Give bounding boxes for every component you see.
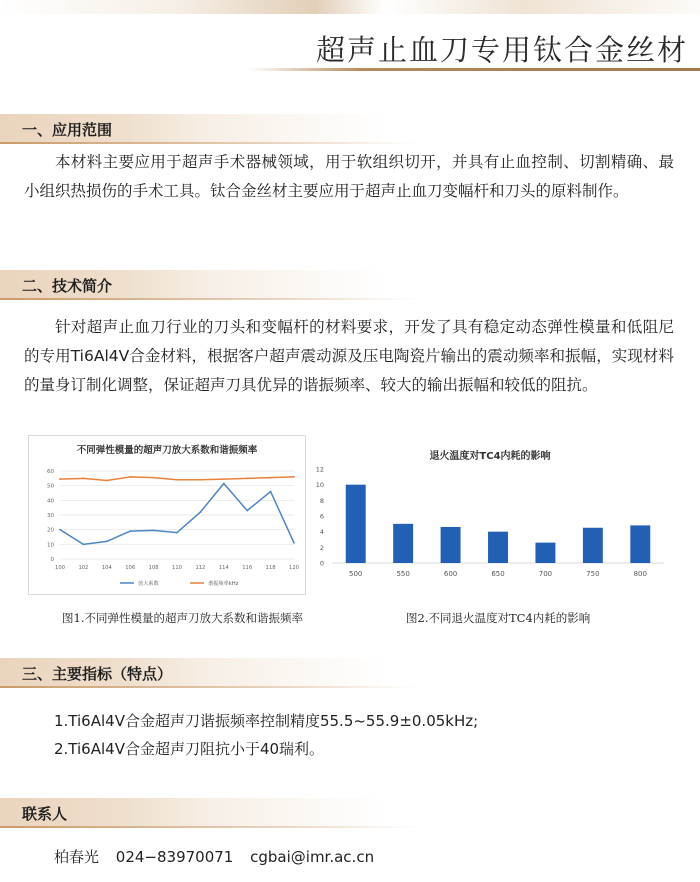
bar	[488, 532, 508, 563]
contact-phone: 024−83970071	[115, 848, 234, 866]
bar	[393, 524, 413, 563]
data-point	[129, 476, 131, 478]
data-point	[200, 511, 202, 513]
data-point	[59, 478, 61, 480]
top-decorative-band	[0, 0, 700, 14]
figure-1-caption: 图1.不同弹性模量的超声刀放大系数和谐振频率	[62, 611, 303, 625]
legend-label: 谐振频率kHz	[208, 581, 239, 587]
section-heading: 联系人	[22, 805, 68, 823]
section-header-rule	[0, 298, 700, 300]
data-point	[83, 477, 85, 479]
bar	[441, 527, 461, 563]
section-heading: 二、技术简介	[22, 277, 113, 295]
section-header-rule	[0, 826, 700, 828]
y-tick-label: 2	[319, 543, 324, 552]
y-tick-label: 30	[47, 513, 54, 519]
y-tick-label: 4	[319, 528, 324, 537]
data-point	[246, 477, 248, 479]
legend-label: 放大系数	[138, 581, 159, 587]
data-point	[270, 477, 272, 479]
y-tick-label: 0	[50, 557, 54, 563]
section-header-specs	[0, 658, 700, 688]
data-point	[176, 479, 178, 481]
data-point	[270, 491, 272, 493]
data-point	[223, 478, 225, 480]
data-point	[246, 510, 248, 512]
data-point	[106, 480, 108, 482]
contact-line	[54, 846, 386, 867]
x-tick-label: 120	[289, 565, 299, 571]
data-point	[293, 476, 295, 478]
y-tick-label: 20	[47, 527, 54, 534]
data-point	[83, 543, 85, 545]
line-chart-svg	[28, 435, 306, 595]
section-header-bar	[0, 798, 700, 828]
x-tick-label: 106	[125, 565, 136, 571]
x-tick-label: 116	[242, 565, 253, 571]
figure-1-line-chart	[28, 435, 306, 595]
data-point	[106, 541, 108, 543]
x-tick-label: 550	[396, 570, 410, 578]
data-point	[176, 532, 178, 534]
application-paragraph: 本材料主要应用于超声手术器械领域，用于软组织切开，并具有止血控制、切割精确、最小组织热损伤的手术工具。钛合金丝材主要应用于超声止血刀变幅杆和刀头的原料制作。	[24, 153, 674, 200]
x-tick-label: 112	[195, 565, 206, 571]
section-heading: 三、主要指标（特点）	[22, 665, 173, 683]
bar	[535, 543, 555, 563]
section-heading: 一、应用范围	[22, 121, 113, 139]
x-tick-label: 500	[349, 570, 363, 578]
bar	[583, 528, 603, 563]
x-tick-label: 800	[633, 570, 647, 578]
x-tick-label: 118	[265, 565, 276, 571]
title-underline	[248, 68, 700, 71]
y-tick-label: 50	[47, 483, 54, 490]
spec-item: 1.Ti6Al4V合金超声刀谐振频率控制精度55.5~55.9±0.05kHz;	[54, 712, 479, 730]
x-tick-label: 700	[538, 570, 553, 578]
page-title: 超声止血刀专用钛合金丝材	[315, 33, 688, 67]
data-point	[200, 479, 202, 481]
y-tick-label: 10	[315, 481, 324, 490]
data-point	[293, 542, 295, 544]
section-header-application	[0, 114, 700, 144]
y-tick-label: 6	[319, 512, 324, 521]
figure-2-bar-chart	[312, 435, 672, 595]
x-tick-label: 102	[78, 565, 89, 571]
bar	[630, 525, 650, 563]
data-point	[153, 530, 155, 532]
data-point	[59, 529, 61, 531]
figure-2-caption: 图2.不同退火温度对TC4内耗的影响	[406, 611, 591, 625]
x-tick-label: 114	[218, 565, 229, 571]
chart-title: 退火温度对TC4内耗的影响	[429, 451, 551, 462]
contact-email[interactable]: cgbai@imr.ac.cn	[250, 848, 375, 866]
chart-title: 不同弹性模量的超声刀放大系数和谐振频率	[76, 445, 258, 456]
x-tick-label: 650	[491, 570, 505, 578]
x-tick-label: 600	[443, 570, 458, 578]
bar	[346, 485, 366, 563]
y-tick-label: 60	[47, 469, 54, 475]
section-header-rule	[0, 142, 700, 144]
x-tick-label: 100	[55, 565, 65, 571]
x-tick-label: 104	[101, 565, 112, 571]
y-tick-label: 0	[319, 559, 324, 568]
contact-name: 柏春光	[54, 848, 100, 866]
x-tick-label: 110	[172, 565, 182, 571]
section-header-technology	[0, 270, 700, 300]
x-tick-label: 750	[586, 570, 600, 578]
data-point	[129, 530, 131, 532]
section-header-contact	[0, 798, 700, 828]
y-tick-label: 12	[315, 465, 324, 474]
spec-item: 2.Ti6Al4V合金超声刀阻抗小于40瑞利。	[54, 740, 325, 758]
section-header-rule	[0, 686, 700, 688]
bar-chart-svg	[312, 435, 672, 595]
y-tick-label: 40	[47, 498, 54, 505]
x-tick-label: 108	[148, 565, 159, 571]
y-tick-label: 10	[47, 542, 54, 549]
data-point	[223, 483, 225, 485]
technology-paragraph: 针对超声止血刀行业的刀头和变幅杆的材料要求，开发了具有稳定动态弹性模量和低阻尼的专用Ti6Al4V合金材料，根据客户超声震动源及压电陶瓷片输出的震动频率和振幅，实现材料的量身订制化调整，保证超声刀具优异的谐振频率、较大的输出振幅和较低的阻抗。	[24, 318, 674, 394]
y-tick-label: 8	[319, 496, 324, 505]
data-point	[153, 477, 155, 479]
